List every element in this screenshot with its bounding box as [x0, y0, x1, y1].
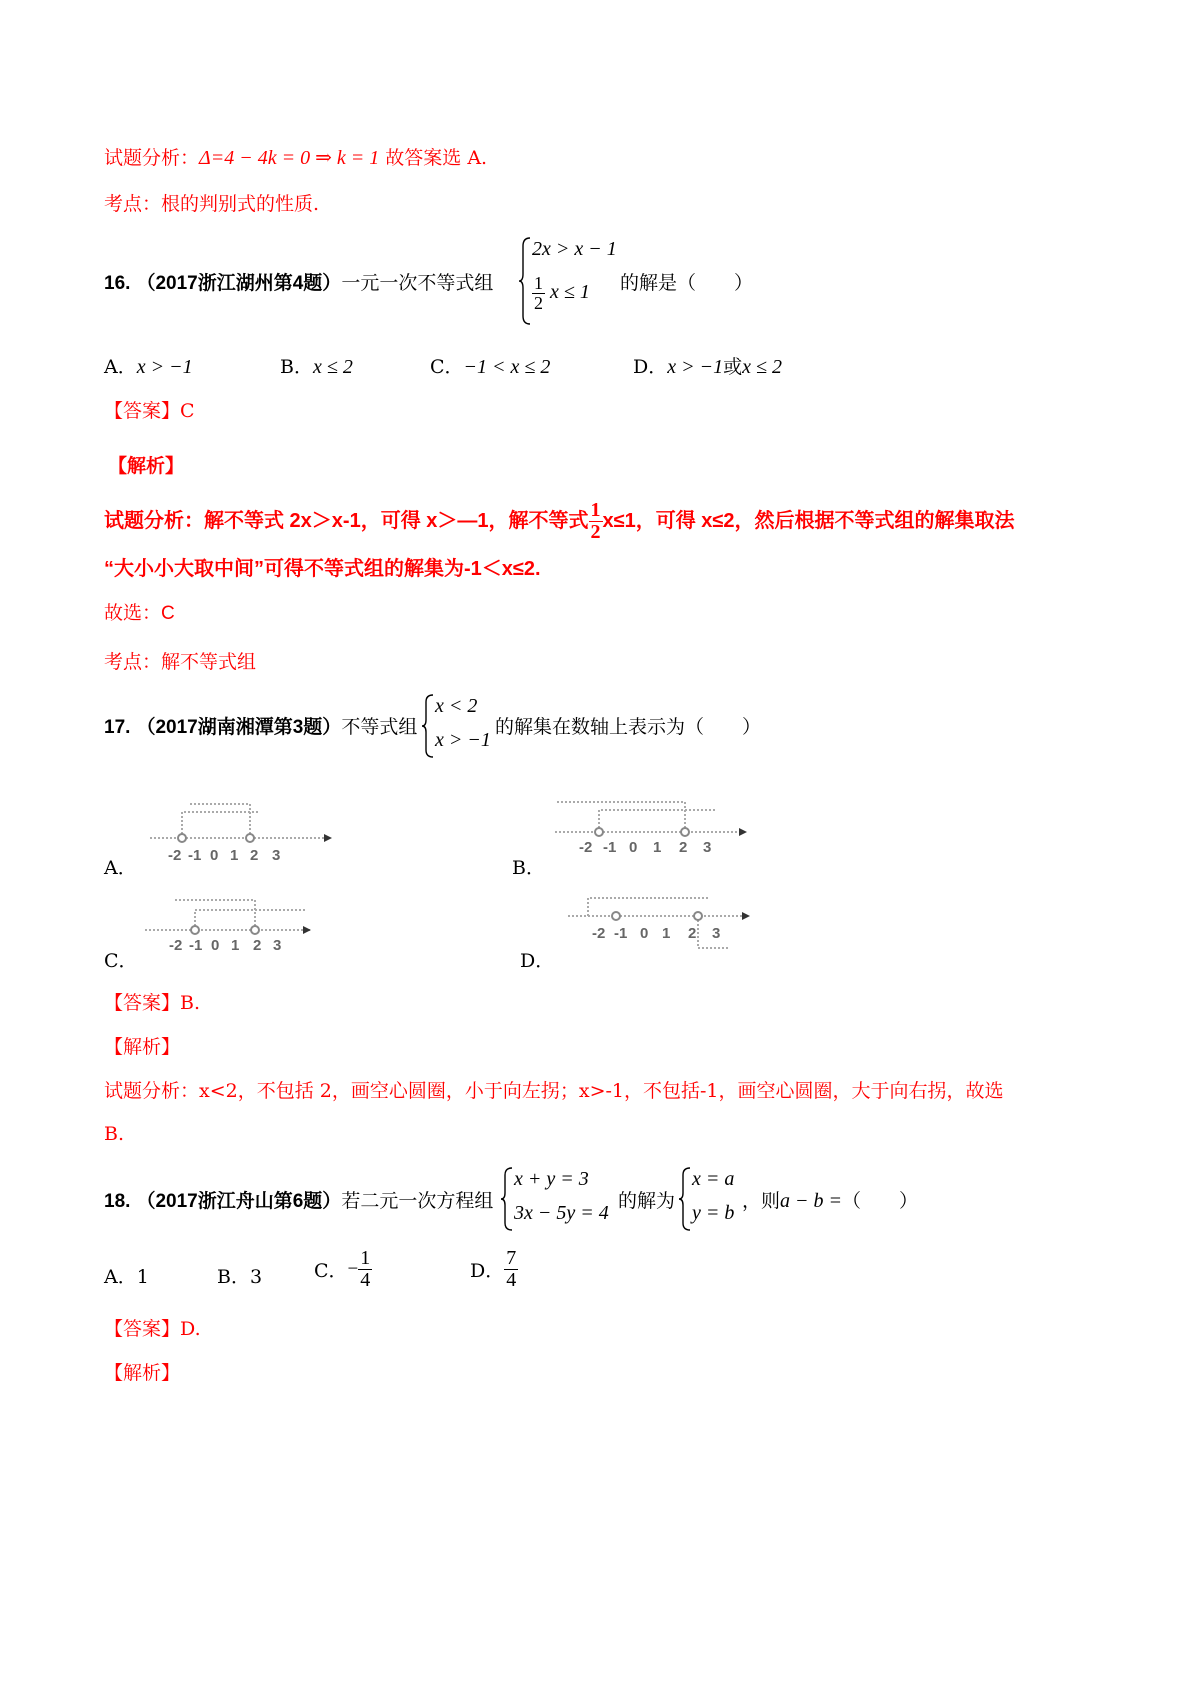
q17-analysis-line2: B.	[104, 1123, 125, 1145]
svg-text:-2: -2	[592, 925, 606, 942]
brace-icon	[518, 236, 532, 326]
q17-option-b-label: B．	[512, 857, 545, 879]
q18-equation-system: x + y = 3 3x − 5y = 4	[500, 1166, 620, 1232]
svg-text:0: 0	[211, 937, 220, 954]
q17-option-b-numberline	[545, 790, 765, 870]
svg-text:-1: -1	[189, 937, 203, 954]
svg-text:-1: -1	[188, 847, 202, 864]
svg-text:-2: -2	[168, 847, 182, 864]
q17-jiexi: 【解析】	[104, 1036, 181, 1058]
prev-conclusion: 故答案选 A.	[385, 147, 488, 169]
tick-labels	[169, 937, 281, 954]
brace-icon	[500, 1166, 514, 1232]
svg-text:1: 1	[230, 847, 239, 864]
svg-text:2: 2	[253, 937, 262, 954]
q16-analysis-line2: “大小小大取中间”可得不等式组的解集为-1＜x≤2.	[104, 558, 541, 580]
svg-text:0: 0	[210, 847, 219, 864]
q18-option-a: A．1	[104, 1266, 149, 1288]
svg-text:-2: -2	[169, 937, 183, 954]
q16-option-b: B．x ≤ 2	[280, 356, 353, 378]
q16-guxuan: 故选：C	[104, 603, 175, 624]
tick-labels	[168, 847, 280, 864]
q17-option-c-label: C．	[104, 950, 138, 972]
q18-tail: ，则a − b =（ ）	[742, 1190, 919, 1212]
q17-option-a-label: A．	[104, 857, 137, 879]
q16-number: 16.	[104, 273, 131, 294]
svg-text:3: 3	[273, 937, 282, 954]
q17-stem-end: 的解集在数轴上表示为（ ）	[495, 716, 762, 738]
q17-source: （2017湖南湘潭第3题）	[136, 717, 342, 738]
q18-mid: 的解为	[618, 1190, 676, 1212]
tick-labels	[592, 925, 720, 942]
svg-text:2: 2	[250, 847, 259, 864]
svg-text:0: 0	[640, 925, 649, 942]
q16-inequality-system	[518, 236, 628, 326]
q17-number: 17.	[104, 717, 131, 738]
prev-kaodian: 考点：根的判别式的性质.	[104, 193, 320, 215]
q17-inequality-system: x < 2 x > −1	[421, 693, 501, 759]
svg-text:2: 2	[688, 925, 697, 942]
q16-kaodian: 考点：解不等式组	[104, 651, 257, 673]
prev-analysis: 试题分析：Δ=4 − 4k = 0 ⇒ k = 1 故答案选 A.	[104, 147, 488, 169]
q16-source: （2017浙江湖州第4题）	[136, 273, 342, 294]
svg-text:-2: -2	[579, 839, 593, 856]
svg-text:1: 1	[662, 925, 671, 942]
q16-stem-end: 的解是（ ）	[620, 272, 754, 294]
q16-answer: 【答案】C	[104, 400, 195, 422]
q18-answer: 【答案】D.	[104, 1318, 201, 1340]
q16-stem-text: 一元一次不等式组	[341, 272, 494, 294]
q16-sys-line2: $\frac{1}{2}$ x ≤ 1	[534, 273, 590, 313]
tick-labels	[579, 839, 711, 856]
q18-jiexi: 【解析】	[104, 1362, 181, 1384]
svg-text:1: 1	[231, 937, 240, 954]
svg-text:0: 0	[629, 839, 638, 856]
svg-text:-1: -1	[614, 925, 628, 942]
q17-analysis-line1: 试题分析：x<2，不包括 2，画空心圆圈，小于向左拐；x>-1，不包括-1，画空心圆圈，大于向右拐，故选	[104, 1080, 1004, 1102]
q17-stem: 17. （2017湖南湘潭第3题）不等式组	[104, 716, 418, 738]
q18-stem: 18. （2017浙江舟山第6题）若二元一次方程组	[104, 1190, 494, 1212]
prev-formula: Δ=4 − 4k = 0 ⇒ k = 1	[199, 147, 380, 169]
q18-solution-system: x = a y = b	[678, 1166, 758, 1232]
q18-option-d: D． $\frac{7}{4}$	[470, 1247, 517, 1291]
q18-option-b: B．3	[217, 1266, 263, 1288]
q17-answer: 【答案】B.	[104, 992, 201, 1014]
q17-option-c-numberline	[135, 880, 325, 960]
svg-text:1: 1	[653, 839, 662, 856]
q18-option-c: C．− $\frac{1}{4}$	[314, 1247, 371, 1291]
q17-option-a-numberline	[130, 790, 340, 870]
svg-text:3: 3	[712, 925, 721, 942]
q17-option-d-label: D．	[520, 950, 555, 972]
brace-icon	[678, 1166, 692, 1232]
svg-text:3: 3	[703, 839, 712, 856]
q18-number: 18.	[104, 1191, 131, 1212]
svg-text:2: 2	[679, 839, 688, 856]
brace-icon	[421, 693, 435, 759]
q16-stem	[104, 268, 493, 295]
q16-analysis-line1: 试题分析：解不等式 2x＞x-1，可得 x＞—1，解不等式 $\frac{1}{2}$ x≤1，可得 x≤2，然后根据不等式组的解集取法	[104, 499, 1015, 543]
q18-source: （2017浙江舟山第6题）	[136, 1191, 342, 1212]
q16-jiexi: 【解析】	[108, 456, 185, 477]
q16-sys-line1: 2x > x − 1	[532, 238, 617, 260]
q17-option-d-numberline	[548, 888, 768, 968]
q16-option-a: A．x > −1	[104, 356, 193, 378]
q16-option-d: D．x > −1或x ≤ 2	[633, 356, 782, 378]
q16-option-c: C．−1 < x ≤ 2	[430, 356, 551, 378]
svg-text:-1: -1	[603, 839, 617, 856]
svg-text:3: 3	[272, 847, 281, 864]
